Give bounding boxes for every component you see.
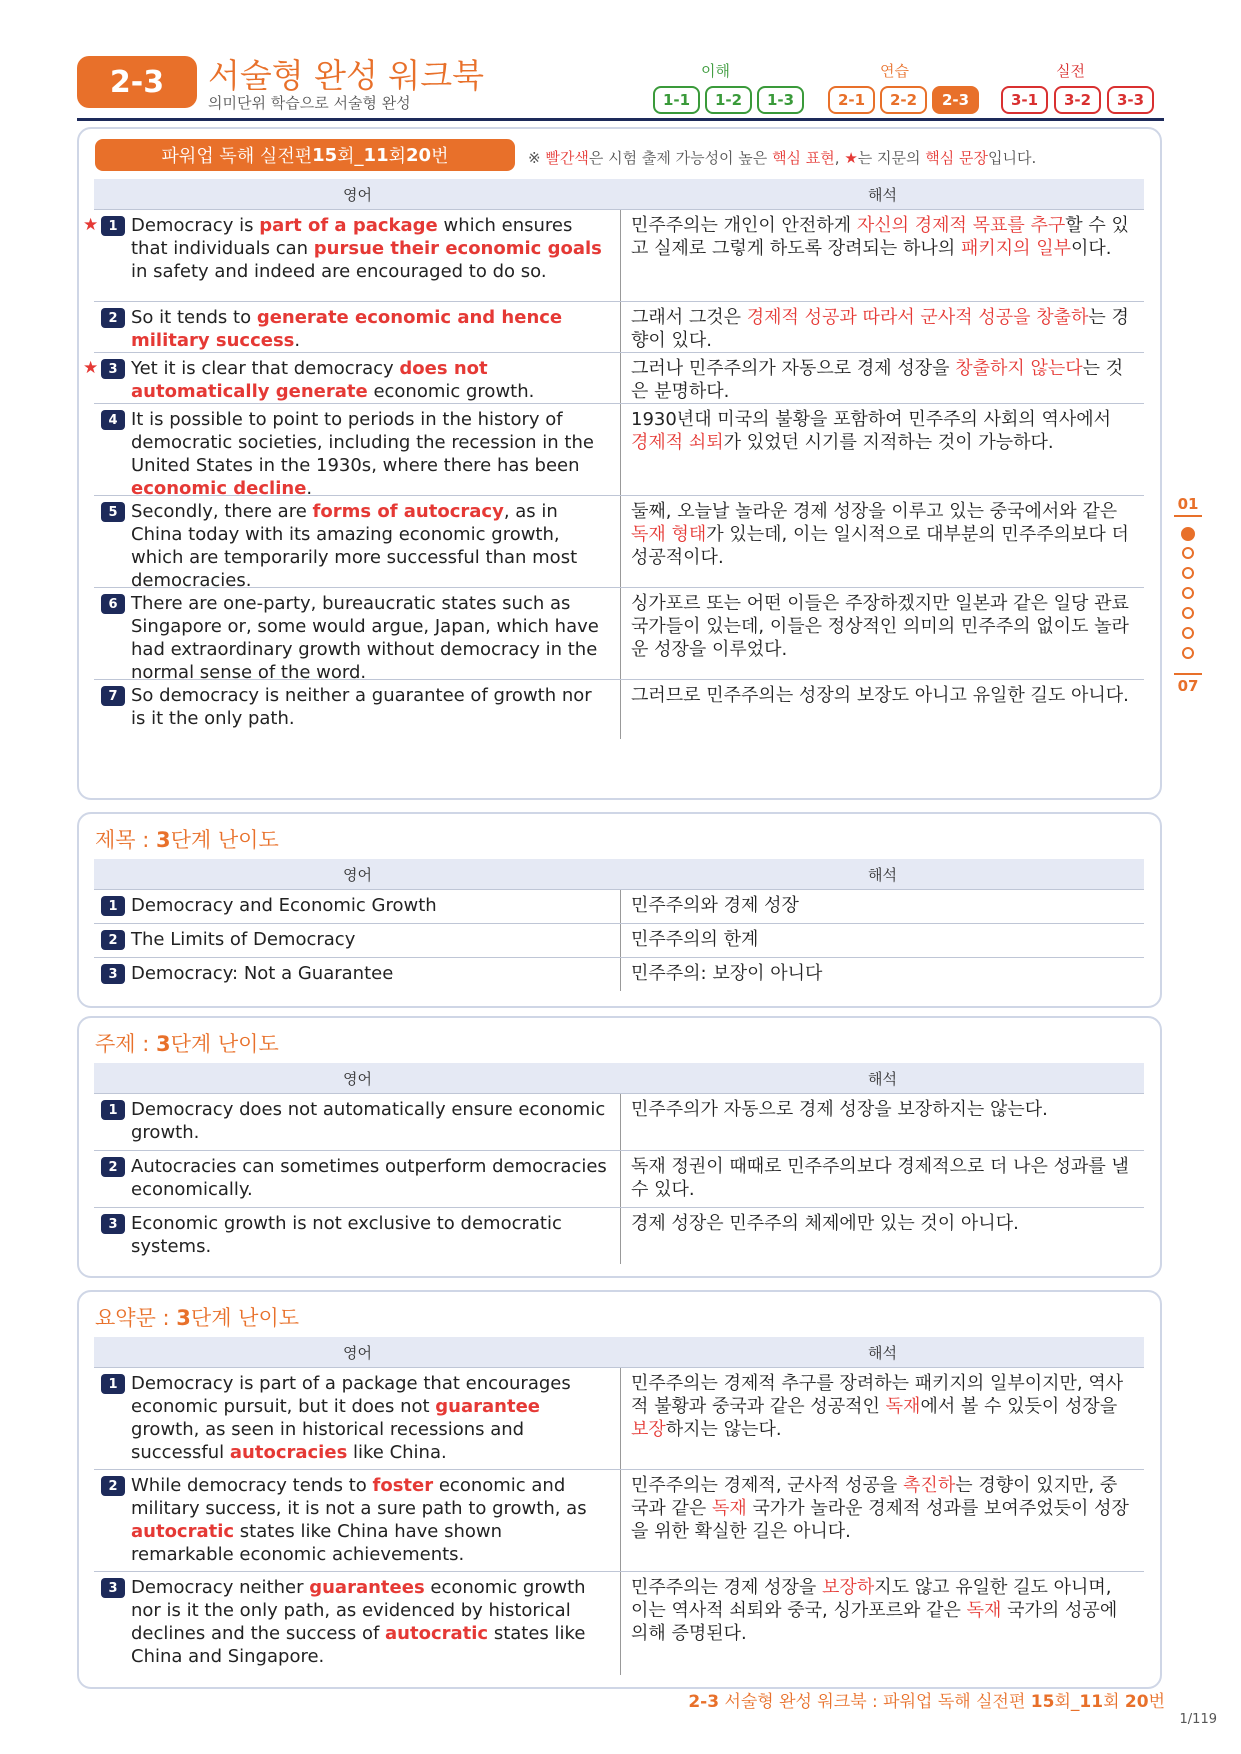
english-sentence <box>94 302 621 352</box>
key-expression: guarantee <box>435 1396 541 1417</box>
key-expression: part of a package <box>259 215 438 236</box>
key-expression: autocratic <box>385 1623 489 1644</box>
sentence-text: 가 있는데, 이는 일시적으로 대부분의 민주주의보다 더 성공적이다. <box>631 524 1129 568</box>
title-panel <box>77 812 1162 1008</box>
sentence-text: , as in China today with its amazing economic growth, which are temporarily more successful than most democracies. <box>131 501 578 591</box>
sentence-text: like China. <box>347 1442 447 1463</box>
tag-text: 회_ <box>337 146 364 167</box>
sentence-number-badge: 1 <box>101 896 125 916</box>
sentence-text: . <box>306 478 313 499</box>
note-highlight: 핵심 문장 <box>925 149 989 167</box>
passage-source-tag <box>95 139 515 171</box>
sentence-text: 가 있었던 시기를 지적하는 것이 가능하다. <box>723 432 1054 453</box>
table-row <box>94 957 1144 991</box>
sentence-number-badge: 3 <box>101 1578 125 1598</box>
sentence-text: 민주주의는 경제적 추구를 장려하는 패키지의 일부이지만, 역사적 불황과 중국과 같은 성공적인 <box>631 1373 1124 1417</box>
table-row <box>94 889 1144 923</box>
english-sentence <box>94 1151 621 1207</box>
step-button-1-3[interactable]: 1-3 <box>757 86 804 114</box>
key-expression: does not automatically generate <box>131 358 488 402</box>
active-page-dot[interactable] <box>1181 527 1195 541</box>
tag-text: 번 <box>431 146 449 167</box>
korean-translation <box>621 1208 1144 1264</box>
key-expression: autocracies <box>229 1442 348 1463</box>
english-sentence <box>83 210 621 301</box>
sentence-number-badge: 7 <box>101 686 125 706</box>
page-dot[interactable] <box>1182 567 1194 579</box>
korean-translation <box>621 958 1144 991</box>
key-expression: pursue their economic goals <box>313 238 602 259</box>
step-button-3-2[interactable]: 3-2 <box>1054 86 1101 114</box>
korean-translation <box>621 1470 1144 1571</box>
section-label: 제목 : <box>95 828 156 852</box>
unit-badge: 2-3 <box>77 56 197 108</box>
sentence-text: 는 경향이 있다. <box>631 307 1129 351</box>
sentence-text: growth, as seen in historical recessions and successful <box>131 1419 525 1463</box>
passage-table <box>83 179 1144 739</box>
sentence-text: Democracy: Not a Guarantee <box>131 963 394 984</box>
key-expression: economic decline <box>131 478 307 499</box>
sentence-number-badge: 1 <box>101 216 125 236</box>
legend-note <box>528 147 1036 168</box>
table-row <box>83 209 1144 301</box>
sentence-text: Autocracies can sometimes outperform democracies economically. <box>131 1156 607 1200</box>
key-expression: 독재 <box>885 1396 921 1417</box>
sentence-text: 민주주의가 자동으로 경제 성장을 보장하지는 않는다. <box>631 1099 1048 1120</box>
sentence-text: 1930년대 미국의 불황을 포함하여 민주주의 사회의 역사에서 <box>631 409 1112 430</box>
sentence-text: It is possible to point to periods in the history of democratic societies, including the recession in the United States in the 1930s, where there has been <box>131 409 594 476</box>
korean-translation <box>621 404 1144 495</box>
page-dot[interactable] <box>1182 547 1194 559</box>
difficulty-text: 단계 난이도 <box>170 828 279 852</box>
sentence-number-badge: 1 <box>101 1100 125 1120</box>
sentence-text: economic growth nor is it the only path, as evidenced by historical declines and the success of <box>131 1577 586 1644</box>
note-text: 은 시험 출제 가능성이 높은 <box>588 149 773 167</box>
sentence-text: 하지는 않는다. <box>665 1419 782 1440</box>
note-text: ※ <box>528 149 546 167</box>
sentence-text: 그러나 민주주의가 자동으로 경제 성장을 <box>631 358 956 379</box>
sentence-text: The Limits of Democracy <box>131 929 356 950</box>
table-body <box>94 1367 1144 1675</box>
sentence-text: While democracy tends to <box>131 1475 373 1496</box>
key-expression: 독재 형태 <box>631 524 707 545</box>
header-divider <box>77 118 1164 121</box>
table-header <box>94 859 1144 889</box>
sentence-text: 에서 볼 수 있듯이 성장을 <box>920 1396 1118 1417</box>
sentence-text: Yet it is clear that democracy <box>131 358 400 379</box>
difficulty-level: 3 <box>156 1032 171 1056</box>
star-icon: ★ <box>83 215 99 235</box>
key-expression: 촉진하 <box>903 1475 956 1496</box>
korean-translation <box>621 1572 1144 1675</box>
key-expression: 패키지의 일부 <box>960 238 1071 259</box>
column-header-english: 영어 <box>343 1343 372 1362</box>
sentence-text: 싱가포르 또는 어떤 이들은 주장하겠지만 일본과 같은 일당 관료 국가들이 있는데, 이들은 정상적인 의미의 민주주의 없이도 놀라운 성장을 이루었다. <box>631 593 1129 660</box>
key-expression: 보장하 <box>822 1577 875 1598</box>
star-icon: ★ <box>83 358 99 378</box>
step-button-1-2[interactable]: 1-2 <box>705 86 752 114</box>
korean-translation <box>621 924 1144 957</box>
korean-translation <box>621 1151 1144 1207</box>
table-header <box>94 1337 1144 1367</box>
korean-translation <box>621 353 1144 403</box>
step-button-3-1[interactable]: 3-1 <box>1001 86 1048 114</box>
sentence-text: 민주주의는 경제 성장을 <box>631 1577 823 1598</box>
column-header-english: 영어 <box>343 185 372 204</box>
korean-translation <box>621 890 1144 923</box>
sentence-text: Secondly, there are <box>131 501 313 522</box>
sentence-number-badge: 2 <box>101 1476 125 1496</box>
passage-panel <box>77 127 1162 800</box>
table-row <box>94 679 1144 739</box>
sentence-text: Democracy and Economic Growth <box>131 895 437 916</box>
tag-text: 파워업 독해 실전편 <box>161 146 313 167</box>
korean-translation <box>621 680 1144 739</box>
sentence-number-badge: 3 <box>101 359 125 379</box>
sentence-text: 그래서 그것은 <box>631 307 747 328</box>
english-sentence <box>94 680 621 739</box>
key-expression: forms of autocracy <box>312 501 504 522</box>
sentence-text: So it tends to <box>131 307 257 328</box>
table-row <box>94 403 1144 499</box>
key-expression: 독재 <box>712 1498 747 1519</box>
sentence-text: 경제 성장은 민주주의 체제에만 있는 것이 아니다. <box>631 1213 1019 1234</box>
english-sentence <box>94 496 621 591</box>
sentence-number-badge: 2 <box>101 308 125 328</box>
step-button-2-2[interactable]: 2-2 <box>880 86 927 114</box>
key-expression: 자신의 경제적 목표를 추구 <box>856 215 1066 236</box>
sentence-text: 민주주의는 개인이 안전하게 <box>631 215 857 236</box>
sentence-text: 이다. <box>1071 238 1112 259</box>
english-sentence <box>94 588 621 683</box>
sentence-number-badge: 2 <box>101 1157 125 1177</box>
side-end-number: 07 <box>1177 677 1199 695</box>
korean-translation <box>621 496 1144 587</box>
note-highlight: 핵심 표현 <box>772 149 835 167</box>
table-row <box>94 1207 1144 1264</box>
section-title <box>95 1302 299 1332</box>
sentence-text: states like China have shown remarkable economic achievements. <box>131 1521 503 1565</box>
sentence-number-badge: 5 <box>101 502 125 522</box>
sentence-text: Democracy is <box>131 215 260 236</box>
sentence-text: Democracy does not automatically ensure economic growth. <box>131 1099 606 1143</box>
difficulty-text: 단계 난이도 <box>170 1032 279 1056</box>
page-dot[interactable] <box>1182 627 1194 639</box>
page-number: 1/119 <box>1179 1712 1217 1727</box>
tag-number: 15 <box>312 144 338 166</box>
sentence-text: 독재 정권이 때때로 민주주의보다 경제적으로 더 나은 성과를 낼 수 있다. <box>631 1156 1129 1200</box>
sentence-text: 는 것은 분명하다. <box>631 358 1124 402</box>
difficulty-level: 3 <box>156 828 171 852</box>
column-header-korean: 해석 <box>868 1343 897 1362</box>
table-body <box>94 1093 1144 1264</box>
key-expression: autocratic <box>131 1521 235 1542</box>
step-button-1-1[interactable]: 1-1 <box>653 86 700 114</box>
note-text: , <box>834 149 845 167</box>
key-expression: 독재 <box>966 1600 1002 1621</box>
summary-table <box>94 1337 1144 1675</box>
table-row <box>94 1150 1144 1207</box>
key-expression: foster <box>372 1475 434 1496</box>
footer-caption <box>688 1687 1165 1712</box>
tag-number: 20 <box>406 144 432 166</box>
sentence-number-badge: 4 <box>101 410 125 430</box>
key-expression: 창출하지 않는다 <box>955 358 1083 379</box>
side-page-indicator <box>1168 495 1208 695</box>
sentence-text: . <box>294 330 301 351</box>
sentence-text: 는 경향이 있지만, 중국과 같은 <box>631 1475 1118 1519</box>
column-header-korean: 해석 <box>868 1069 897 1088</box>
sentence-number-badge: 3 <box>101 964 125 984</box>
footer-text: 번 <box>1148 1692 1165 1712</box>
footer-text: 회 <box>1103 1692 1125 1712</box>
korean-translation <box>621 1094 1144 1150</box>
footer-unit: 2-3 <box>688 1692 720 1712</box>
page-title: 서술형 완성 워크북 <box>208 56 485 95</box>
table-header <box>94 1063 1144 1093</box>
english-sentence <box>94 924 621 957</box>
sentence-text: 민주주의: 보장이 아니다 <box>631 963 823 984</box>
tag-text: 회 <box>388 146 406 167</box>
page-dot[interactable] <box>1182 647 1194 659</box>
theme-table <box>94 1063 1144 1264</box>
sentence-text: Democracy is part of a package that encourages economic pursuit, but it does not <box>131 1373 571 1417</box>
table-row <box>94 1367 1144 1469</box>
sentence-number-badge: 6 <box>101 594 125 614</box>
sentence-text: 그러므로 민주주의는 성장의 보장도 아니고 유일한 길도 아니다. <box>631 685 1129 706</box>
section-title <box>95 824 279 854</box>
step-button-3-3[interactable]: 3-3 <box>1107 86 1154 114</box>
table-row <box>94 1469 1144 1571</box>
sentence-number-badge: 2 <box>101 930 125 950</box>
sentence-text: economic growth. <box>367 381 535 402</box>
english-sentence <box>94 1208 621 1264</box>
table-body <box>94 889 1144 991</box>
sentence-text: So democracy is neither a guarantee of growth nor is it the only path. <box>131 685 592 729</box>
table-row <box>94 495 1144 591</box>
side-divider <box>1174 515 1202 517</box>
column-header-english: 영어 <box>343 1069 372 1088</box>
sentence-text: 할 수 있고 실제로 그렇게 하도록 장려되는 하나의 <box>631 215 1129 259</box>
table-row <box>94 923 1144 957</box>
table-header <box>94 179 1144 209</box>
page-subtitle: 의미단위 학습으로 서술형 완성 <box>208 94 411 112</box>
sentence-text: 민주주의의 한계 <box>631 929 759 950</box>
table-body <box>83 209 1144 739</box>
english-sentence <box>83 353 621 403</box>
step-button-2-1[interactable]: 2-1 <box>828 86 875 114</box>
english-sentence <box>94 1368 621 1469</box>
sentence-text: economic and military success, it is not a sure path to growth, as <box>131 1475 587 1519</box>
sentence-text: Democracy neither <box>131 1577 310 1598</box>
korean-translation <box>621 1368 1144 1469</box>
sentence-text: Economic growth is not exclusive to democratic systems. <box>131 1213 562 1257</box>
english-sentence <box>94 890 621 923</box>
table-row <box>94 1571 1144 1675</box>
sentence-text: There are one-party, bureaucratic states such as Singapore or, some would argue, Japan, which have had extraordinary growth without democracy in the normal sense of the word. <box>131 593 599 683</box>
star-icon: ★ <box>844 149 858 167</box>
key-expression: generate economic and hence military success <box>131 307 563 351</box>
korean-translation <box>621 588 1144 679</box>
footer-number: 20 <box>1124 1692 1149 1712</box>
side-start-number: 01 <box>1177 495 1199 513</box>
sentence-text: in safety and indeed are encouraged to do so. <box>131 261 547 282</box>
note-text: 는 지문의 <box>857 149 926 167</box>
key-expression: 경제적 성공과 따라서 군사적 성공을 창출하 <box>746 307 1089 328</box>
step-group-label: 실전 <box>1056 62 1085 80</box>
column-header-korean: 해석 <box>868 865 897 884</box>
theme-panel <box>77 1016 1162 1278</box>
section-title <box>95 1028 279 1058</box>
section-label: 주제 : <box>95 1032 156 1056</box>
table-row <box>94 301 1144 352</box>
footer-number: 11 <box>1079 1692 1104 1712</box>
korean-translation <box>621 302 1144 352</box>
footer-number: 15 <box>1030 1692 1055 1712</box>
english-sentence <box>94 1572 621 1675</box>
note-highlight: 빨간색 <box>545 149 589 167</box>
english-sentence <box>94 1094 621 1150</box>
column-header-korean: 해석 <box>868 185 897 204</box>
side-divider <box>1174 673 1202 675</box>
footer-text: 서술형 완성 워크북 : 파워업 독해 실전편 <box>719 1692 1031 1712</box>
section-label: 요약문 : <box>95 1306 177 1330</box>
sentence-text: 민주주의와 경제 성장 <box>631 895 799 916</box>
table-row <box>83 352 1144 403</box>
english-sentence <box>94 1470 621 1571</box>
table-row <box>94 587 1144 683</box>
summary-panel <box>77 1290 1162 1689</box>
english-sentence <box>94 958 621 991</box>
sentence-text: states like China and Singapore. <box>131 1623 586 1667</box>
step-group-label: 이해 <box>701 62 730 80</box>
sentence-text: 국가의 성공에 의해 증명된다. <box>631 1600 1118 1644</box>
difficulty-text: 단계 난이도 <box>190 1306 300 1330</box>
sentence-text: which ensures that individuals can <box>131 215 573 259</box>
title-table <box>94 859 1144 991</box>
step-button-2-3[interactable]: 2-3 <box>932 86 979 114</box>
column-header-english: 영어 <box>343 865 372 884</box>
page-dot[interactable] <box>1182 607 1194 619</box>
note-text: 입니다. <box>988 149 1037 167</box>
key-expression: 보장 <box>631 1419 666 1440</box>
sentence-text: 민주주의는 경제적, 군사적 성공을 <box>631 1475 904 1496</box>
table-row <box>94 1093 1144 1150</box>
sentence-text: 국가가 놀라운 경제적 성과를 보여주었듯이 성장을 위한 확실한 길은 아니다. <box>631 1498 1129 1542</box>
page-dot[interactable] <box>1182 587 1194 599</box>
tag-number: 11 <box>363 144 389 166</box>
sentence-number-badge: 3 <box>101 1214 125 1234</box>
sentence-number-badge: 1 <box>101 1374 125 1394</box>
key-expression: guarantees <box>309 1577 425 1598</box>
difficulty-level: 3 <box>176 1306 191 1330</box>
sentence-text: 둘째, 오늘날 놀라운 경제 성장을 이루고 있는 중국에서와 같은 <box>631 501 1118 522</box>
step-group-label: 연습 <box>880 62 909 80</box>
sentence-text: 지도 않고 유일한 길도 아니며, 이는 역사적 쇠퇴와 중국, 싱가포르와 같은 <box>631 1577 1112 1621</box>
footer-text: 회_ <box>1054 1692 1080 1712</box>
english-sentence <box>94 404 621 499</box>
key-expression: 경제적 쇠퇴 <box>631 432 724 453</box>
korean-translation <box>621 210 1144 301</box>
